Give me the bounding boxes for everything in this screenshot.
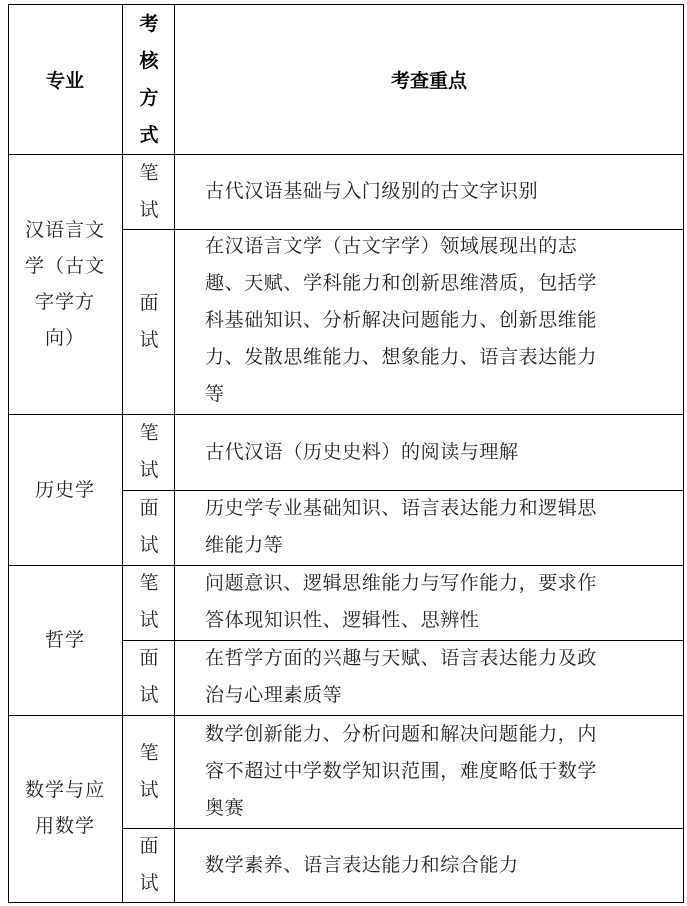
table-top-border bbox=[8, 4, 684, 5]
header-method bbox=[125, 6, 173, 154]
header-major: 专业 bbox=[45, 70, 84, 92]
focus-cell bbox=[205, 640, 655, 714]
focus-cell bbox=[205, 565, 655, 639]
method-char: 面 bbox=[139, 647, 159, 669]
major-label bbox=[10, 772, 120, 844]
focus-cell bbox=[205, 490, 655, 564]
header-method-char: 式 bbox=[139, 124, 159, 146]
method-char: 笔 bbox=[139, 572, 159, 594]
column-divider bbox=[174, 4, 175, 903]
focus-line: 在哲学方面的兴趣与天赋、语言表达能力及政 bbox=[205, 647, 598, 669]
focus-line: 等 bbox=[205, 383, 225, 405]
focus-cell bbox=[205, 716, 655, 827]
method-char: 试 bbox=[139, 684, 159, 706]
row-divider bbox=[8, 414, 684, 415]
method-label bbox=[125, 640, 173, 714]
focus-line: 答体现知识性、逻辑性、思辨性 bbox=[205, 609, 480, 631]
focus-line: 在汉语言文学（古文字学）领域展现出的志 bbox=[205, 235, 578, 257]
header-method-char: 核 bbox=[139, 50, 159, 72]
method-char: 笔 bbox=[139, 742, 159, 764]
major-label bbox=[10, 622, 120, 658]
header-method-char: 方 bbox=[139, 87, 159, 109]
method-char: 试 bbox=[139, 329, 159, 351]
focus-line: 治与心理素质等 bbox=[205, 684, 343, 706]
header-focus: 考查重点 bbox=[390, 70, 467, 92]
method-char: 笔 bbox=[139, 422, 159, 444]
method-label bbox=[125, 415, 173, 489]
focus-cell bbox=[205, 228, 655, 413]
focus-line: 问题意识、逻辑思维能力与写作能力，要求作 bbox=[205, 572, 598, 594]
major-label bbox=[10, 472, 120, 508]
table-right-border bbox=[683, 4, 684, 903]
focus-cell bbox=[205, 847, 655, 884]
focus-line: 古代汉语（历史史料）的阅读与理解 bbox=[205, 441, 519, 463]
focus-line: 数学创新能力、分析问题和解决问题能力，内 bbox=[205, 723, 598, 745]
method-char: 试 bbox=[139, 779, 159, 801]
focus-line: 力、发散思维能力、想象能力、语言表达能力 bbox=[205, 346, 598, 368]
method-char: 面 bbox=[139, 497, 159, 519]
method-char: 试 bbox=[139, 609, 159, 631]
method-label bbox=[125, 828, 173, 902]
focus-line: 奥赛 bbox=[205, 797, 245, 819]
method-char: 笔 bbox=[139, 162, 159, 184]
focus-line: 容不超过中学数学知识范围，难度略低于数学 bbox=[205, 760, 598, 782]
major-line: 数学与应 bbox=[24, 779, 105, 801]
method-char: 试 bbox=[139, 872, 159, 894]
major-line: 历史学 bbox=[34, 479, 95, 501]
method-char: 试 bbox=[139, 534, 159, 556]
header-bottom-border bbox=[8, 154, 684, 155]
major-line: 向） bbox=[44, 327, 85, 349]
method-label bbox=[125, 735, 173, 809]
column-divider bbox=[122, 4, 123, 903]
major-line: 用数学 bbox=[34, 815, 95, 837]
major-line: 学（古文 bbox=[24, 255, 105, 277]
focus-line: 科基础知识、分析解决问题能力、创新思维能 bbox=[205, 309, 598, 331]
method-label bbox=[125, 565, 173, 639]
focus-line: 历史学专业基础知识、语言表达能力和逻辑思 bbox=[205, 497, 598, 519]
table-left-border bbox=[8, 4, 9, 903]
method-label bbox=[125, 490, 173, 564]
major-line: 哲学 bbox=[44, 629, 85, 651]
method-char: 试 bbox=[139, 199, 159, 221]
focus-line: 维能力等 bbox=[205, 534, 284, 556]
major-line: 字学方 bbox=[34, 291, 95, 313]
method-label bbox=[125, 285, 173, 359]
table-bottom-border bbox=[8, 902, 684, 903]
focus-cell bbox=[205, 434, 655, 471]
header-method-char: 考 bbox=[139, 13, 159, 35]
focus-line: 数学素养、语言表达能力和综合能力 bbox=[205, 854, 519, 876]
major-line: 汉语言文 bbox=[24, 219, 105, 241]
focus-line: 古代汉语基础与入门级别的古文字识别 bbox=[205, 180, 539, 202]
method-char: 试 bbox=[139, 459, 159, 481]
focus-cell bbox=[205, 173, 655, 210]
method-char: 面 bbox=[139, 292, 159, 314]
major-label bbox=[10, 212, 120, 356]
method-char: 面 bbox=[139, 835, 159, 857]
row-divider bbox=[122, 828, 684, 829]
method-label bbox=[125, 155, 173, 229]
focus-line: 趣、天赋、学科能力和创新思维潜质，包括学 bbox=[205, 272, 598, 294]
